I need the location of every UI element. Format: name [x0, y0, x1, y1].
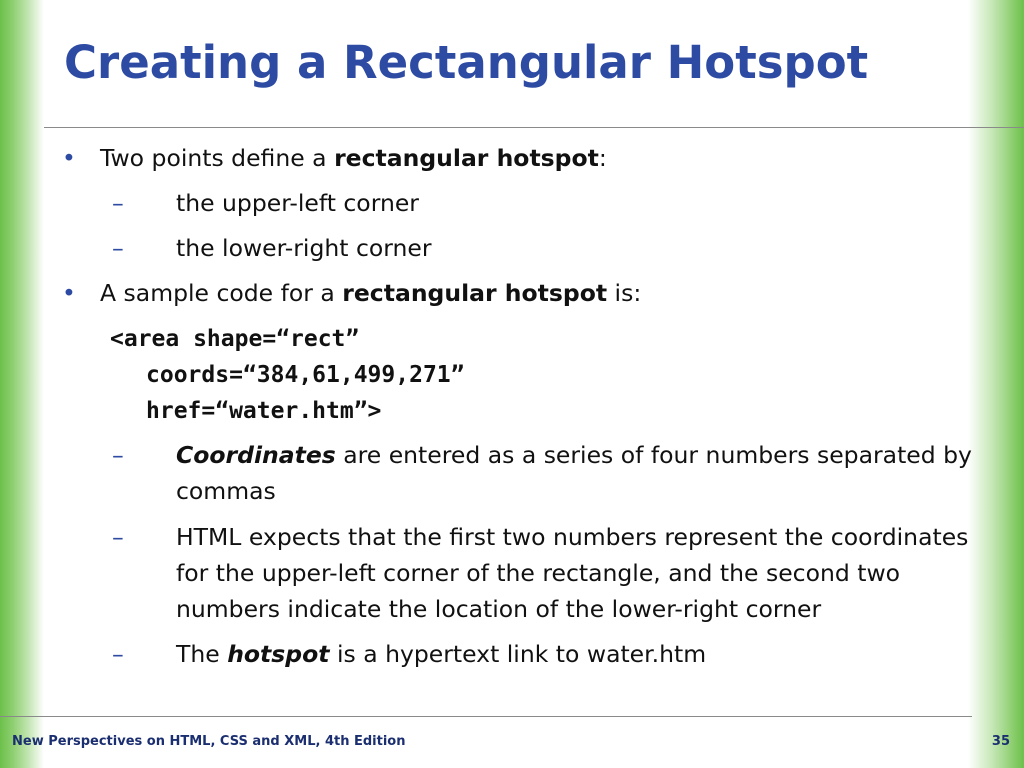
sub-bullet-2-1	[112, 437, 982, 509]
sub-bullet-text: the upper-left corner	[176, 189, 419, 217]
bullet-item-1	[62, 141, 982, 176]
sub-bullet-text: are entered as a series of four numbers separated by commas	[176, 441, 972, 505]
sub-bullet-suffix: is a hypertext link to water.htm	[329, 640, 707, 668]
sub-bullet-text: the lower-right corner	[176, 234, 432, 262]
footer-caption: New Perspectives on HTML, CSS and XML, 4th Edition	[12, 734, 406, 749]
bullet-2-suffix: is:	[607, 279, 642, 307]
bullet-1-prefix: Two points define a	[100, 144, 335, 172]
code-sample	[110, 321, 982, 429]
sub-bullet-text: HTML expects that the first two numbers represent the coordinates for the upper-left corner of the rectangle, and the second two numbers indicate the location of the lower-right corner	[176, 523, 969, 623]
sub-bullet-1-1	[112, 186, 982, 221]
sub-bullet-1-2	[112, 231, 982, 266]
title-divider	[44, 127, 1024, 128]
footer-divider	[0, 716, 972, 717]
bullet-2-prefix: A sample code for a	[100, 279, 343, 307]
bullet-item-2	[62, 276, 982, 311]
sub-bullet-prefix: The	[176, 640, 228, 668]
page-number: 35	[991, 734, 1010, 749]
dash-marker: –	[112, 640, 124, 668]
code-line-3: href=“water.htm”>	[146, 398, 382, 424]
coordinates-emphasis: Coordinates	[176, 441, 336, 469]
left-green-band	[0, 0, 44, 768]
dash-marker: –	[112, 523, 124, 551]
dash-marker: –	[112, 234, 124, 262]
bullet-marker: •	[62, 144, 76, 172]
bullet-marker: •	[62, 279, 76, 307]
bullet-2-bold: rectangular hotspot	[342, 279, 608, 307]
code-line-1: <area shape=“rect”	[110, 326, 360, 352]
hotspot-emphasis: hotspot	[227, 640, 330, 668]
sub-bullet-2-2	[112, 519, 982, 627]
sub-bullet-2-3	[112, 637, 982, 672]
bullet-1-suffix: :	[598, 144, 607, 172]
bullet-1-bold: rectangular hotspot	[334, 144, 599, 172]
dash-marker: –	[112, 189, 124, 217]
slide-title: Creating a Rectangular Hotspot	[64, 36, 869, 89]
slide-content	[62, 141, 982, 682]
dash-marker: –	[112, 441, 124, 469]
code-line-2: coords=“384,61,499,271”	[146, 362, 465, 388]
